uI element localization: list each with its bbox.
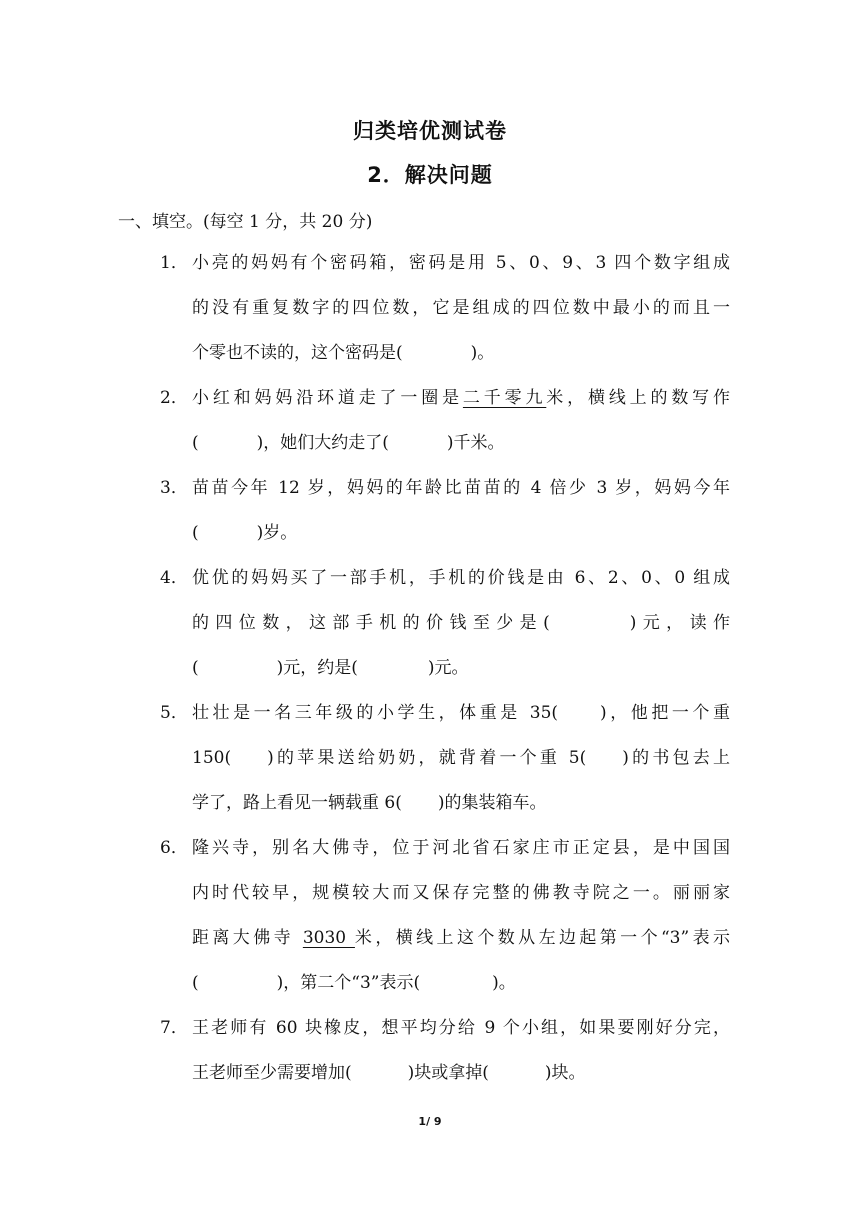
question-number: 2． [160, 388, 188, 408]
question-number: 3． [160, 478, 188, 498]
question-text-line: 距离大佛寺 3030 米，横线上这个数从左边起第一个“3”表示 [192, 928, 731, 948]
question-text-line: 的四位数，这部手机的价钱至少是( )元，读作 [192, 613, 730, 633]
question-text-line: 隆兴寺，别名大佛寺，位于河北省石家庄市正定县，是中国国 [192, 838, 730, 858]
question-text-line: 的没有重复数字的四位数，它是组成的四位数中最小的而且一 [192, 298, 730, 318]
question-text-line: 小红和妈妈沿环道走了一圈是二千零九米，横线上的数写作 [192, 388, 731, 408]
question-number: 4． [160, 568, 188, 588]
question-text-line: 学了，路上看见一辆载重 6( )的集装箱车。 [192, 793, 547, 813]
question-text-line: 个零也不读的，这个密码是( )。 [192, 343, 495, 363]
underlined-number: 3030 [302, 928, 355, 948]
page-number: 1/ 9 [418, 1115, 442, 1128]
question-number: 7． [160, 1018, 188, 1038]
question-text-line: 内时代较早，规模较大而又保存完整的佛教寺院之一。丽丽家 [192, 883, 730, 903]
question-text-line: ( )元，约是( )元。 [192, 658, 469, 678]
question-text-line: 小亮的妈妈有个密码箱，密码是用 5、0、9、3 四个数字组成 [192, 253, 730, 273]
section-heading: 一、填空。(每空 1 分，共 20 分) [118, 212, 373, 232]
doc-title: 归类培优测试卷 [353, 119, 507, 143]
question-text-line: 壮壮是一名三年级的小学生，体重是 35( )，他把一个重 [192, 703, 730, 723]
question-text-line: ( )，第二个“3”表示( )。 [192, 973, 516, 993]
question-text-line: ( )岁。 [192, 523, 298, 543]
question-text-line: 王老师至少需要增加( )块或拿掉( )块。 [192, 1063, 586, 1083]
question-number: 1． [160, 253, 188, 273]
doc-subtitle: 2．解决问题 [367, 163, 493, 187]
question-text-line: 王老师有 60 块橡皮，想平均分给 9 个小组，如果要刚好分完， [192, 1018, 730, 1038]
question-text-line: 优优的妈妈买了一部手机，手机的价钱是由 6、2、0、0 组成 [192, 568, 730, 588]
underlined-number: 二千零九 [462, 388, 547, 408]
question-text-line: 150( )的苹果送给奶奶，就背着一个重 5( )的书包去上 [192, 748, 731, 768]
question-text-line: ( )，她们大约走了( )千米。 [192, 433, 505, 453]
question-number: 6． [160, 838, 188, 858]
question-text-line: 苗苗今年 12 岁，妈妈的年龄比苗苗的 4 倍少 3 岁，妈妈今年 [192, 478, 730, 498]
question-number: 5． [160, 703, 188, 723]
